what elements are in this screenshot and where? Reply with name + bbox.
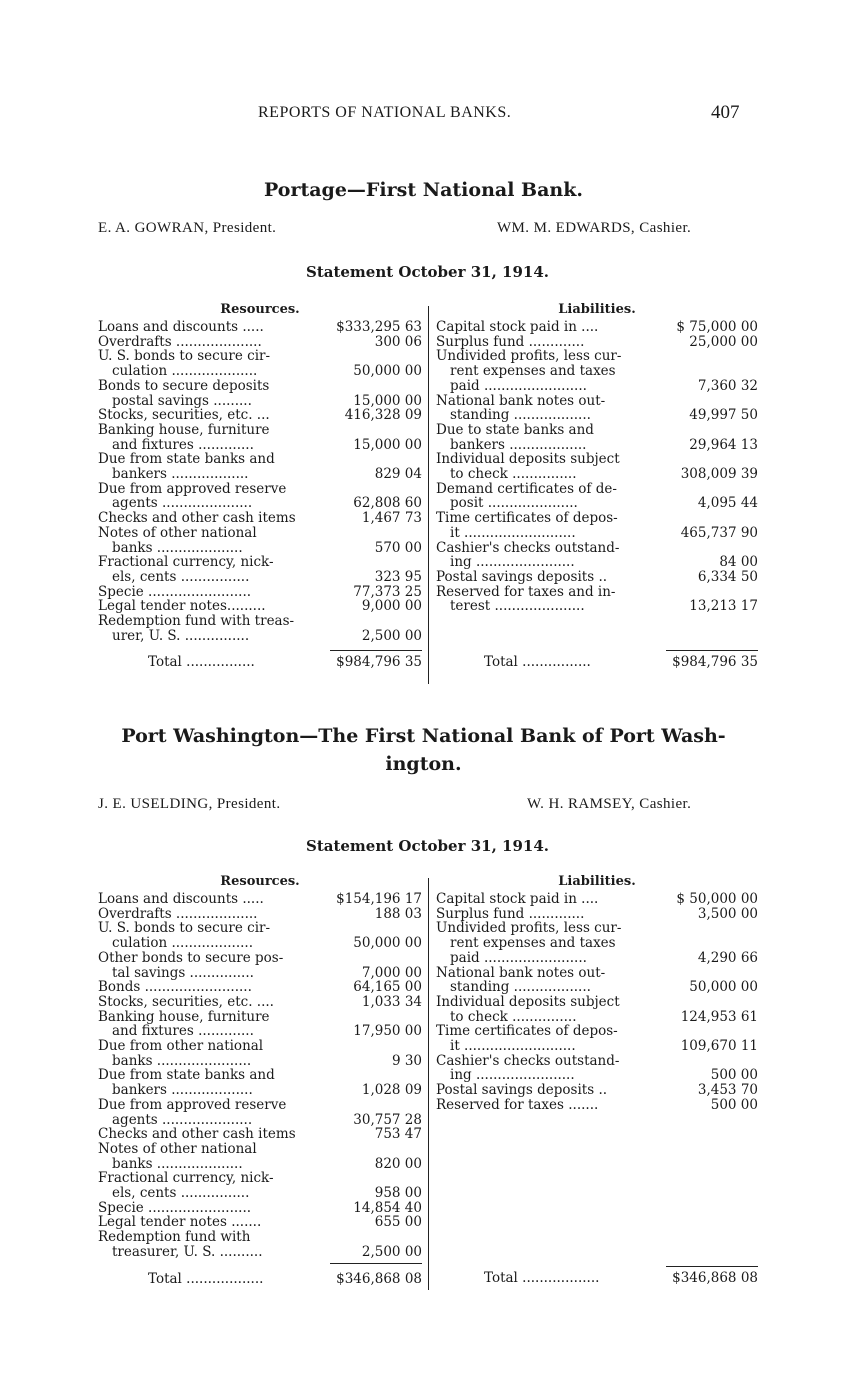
ledger-row [436, 907, 758, 922]
ledger-item-label: Banking house, furniture [98, 1009, 270, 1025]
bank1-resources-heading: Resources. [220, 302, 300, 317]
ledger-row [436, 467, 758, 482]
ledger-row [436, 379, 758, 394]
ledger-row [98, 921, 422, 936]
ledger-row [98, 1068, 422, 1083]
ledger-item-amount: 308,009 39 [680, 466, 758, 483]
ledger-item-amount: 500 00 [710, 1096, 758, 1113]
ledger-item-label: agents ..................... [112, 496, 253, 512]
bank1-statement-date: Statement October 31, 1914. [305, 263, 549, 281]
ledger-item-amount: 416,328 09 [344, 407, 422, 424]
ledger-item-label: Demand certificates of de- [436, 481, 617, 497]
total-amount: $346,868 08 [336, 1270, 422, 1287]
ledger-item-label: National bank notes out- [436, 393, 606, 409]
ledger-row [436, 452, 758, 467]
bank2-statement-date: Statement October 31, 1914. [305, 837, 549, 855]
ledger-item-amount: 4,095 44 [697, 495, 758, 512]
bank2-liabilities-column [436, 874, 758, 1113]
ledger-item-amount: 25,000 00 [689, 333, 758, 350]
ledger-item-amount: 50,000 00 [353, 935, 422, 952]
ledger-item-label: Legal tender notes ....... [98, 1215, 262, 1231]
bank2-liabilities-list [436, 892, 758, 1113]
ledger-item-amount: 13,213 17 [689, 598, 758, 615]
ledger-item-label: Checks and other cash items [98, 511, 296, 526]
ledger-row [436, 585, 758, 600]
ledger-row [436, 936, 758, 951]
ledger-row [436, 966, 758, 981]
ledger-row [436, 1039, 758, 1054]
ledger-item-label: it .......................... [450, 1039, 576, 1054]
ledger-row [436, 526, 758, 541]
ledger-item-amount: $333,295 63 [336, 319, 422, 335]
ledger-row [436, 1054, 758, 1069]
ledger-item-label: Cashier's checks outstand- [436, 540, 620, 556]
bank1-title: Portage—First National Bank. [264, 179, 583, 201]
ledger-item-label: National bank notes out- [436, 965, 606, 981]
ledger-item-label: Specie ........................ [98, 584, 252, 600]
ledger-item-label: Cashier's checks outstand- [436, 1053, 620, 1069]
ledger-item-label: Individual deposits subject [436, 994, 620, 1010]
ledger-item-label: Loans and discounts ..... [98, 892, 264, 907]
bank1-cashier: WM. M. EDWARDS, Cashier. [497, 220, 692, 236]
ledger-row [98, 892, 422, 907]
ledger-item-label: Bonds to secure deposits [98, 378, 270, 394]
ledger-row [436, 364, 758, 379]
ledger-row [436, 496, 758, 511]
total-label: Total .................. [148, 1270, 264, 1287]
ledger-row [98, 379, 422, 394]
ledger-item-amount: 15,000 00 [353, 436, 422, 453]
ledger-item-label: Due from approved reserve [98, 481, 287, 497]
ledger-item-label: Fractional currency, nick- [98, 1171, 274, 1187]
bank2-liabilities-heading: Liabilities. [558, 874, 636, 889]
ledger-row [98, 1010, 422, 1025]
ledger-row [436, 511, 758, 526]
ledger-item-label: Redemption fund with [98, 1230, 251, 1245]
bank1-resources-total [98, 655, 422, 670]
ledger-item-amount: $ 75,000 00 [676, 319, 758, 335]
ledger-row [436, 599, 758, 614]
ledger-item-amount: 3,500 00 [697, 905, 758, 922]
bank2-resources-total [98, 1272, 422, 1287]
ledger-item-amount: 1,028 09 [361, 1082, 422, 1099]
ledger-row [98, 995, 422, 1010]
bank1-resources-column [98, 302, 422, 670]
ledger-item-label: bankers ................... [112, 1083, 253, 1098]
ledger-item-label: Reserved for taxes and in- [436, 584, 616, 600]
ledger-item-label: Due from state banks and [98, 452, 275, 468]
ledger-row [436, 555, 758, 570]
ledger-item-label: posit ..................... [450, 496, 578, 512]
bank1-liabilities-column [436, 302, 758, 614]
total-amount: $346,868 08 [672, 1270, 758, 1286]
ledger-item-label: Undivided profits, less cur- [436, 349, 622, 365]
ledger-item-label: Surplus fund ............. [436, 906, 585, 922]
ledger-item-amount: 3,453 70 [697, 1082, 758, 1099]
ledger-row [98, 1186, 422, 1201]
ledger-row [98, 1113, 422, 1128]
ledger-item-label: standing .................. [450, 408, 591, 423]
ledger-row [436, 892, 758, 907]
bank2-liabilities-total [436, 1271, 758, 1286]
ledger-item-label: and fixtures ............. [112, 437, 254, 453]
ledger-row [436, 1024, 758, 1039]
ledger-item-label: bankers .................. [450, 437, 587, 453]
bank2-title-line1: Port Washington—The First National Bank of Port Wash- [121, 725, 726, 747]
ledger-item-label: Other bonds to secure pos- [98, 950, 284, 966]
ledger-item-label: urer, U. S. ............... [112, 628, 250, 644]
bank2-liabilities-total-rule [666, 1266, 758, 1267]
ledger-row [98, 1054, 422, 1069]
total-label: Total .................. [484, 1271, 600, 1286]
bank2-column-divider [428, 878, 429, 1290]
bank2-cashier: W. H. RAMSEY, Cashier. [527, 796, 692, 812]
ledger-row [98, 1215, 422, 1230]
bank2-title-line2: ington. [385, 753, 462, 775]
ledger-item-amount: 50,000 00 [353, 363, 422, 380]
ledger-row [98, 394, 422, 409]
ledger-item-amount: 500 00 [710, 1067, 758, 1084]
ledger-row [436, 951, 758, 966]
ledger-item-amount: 188 03 [374, 905, 422, 922]
ledger-item-label: Capital stock paid in .... [436, 892, 599, 907]
ledger-item-label: Fractional currency, nick- [98, 555, 274, 570]
ledger-row [98, 1230, 422, 1245]
ledger-item-label: and fixtures ............. [112, 1024, 254, 1040]
ledger-item-label: Postal savings deposits .. [436, 1083, 608, 1098]
ledger-row [98, 570, 422, 585]
ledger-item-label: to check ............... [450, 1009, 577, 1025]
ledger-row [436, 335, 758, 350]
ledger-item-label: Surplus fund ............. [436, 334, 585, 350]
ledger-row [436, 1083, 758, 1098]
ledger-item-amount: 570 00 [374, 539, 422, 556]
ledger-item-label: tal savings ............... [112, 965, 254, 981]
ledger-item-amount: 1,467 73 [361, 510, 422, 527]
ledger-row [98, 1039, 422, 1054]
ledger-item-label: els, cents ................ [112, 1186, 250, 1201]
ledger-item-label: els, cents ................ [112, 569, 250, 585]
ledger-row [436, 570, 758, 585]
ledger-item-label: banks .................... [112, 1156, 243, 1172]
ledger-item-label: Due from other national [98, 1039, 264, 1054]
ledger-row [98, 614, 422, 629]
ledger-row [436, 1010, 758, 1025]
ledger-item-amount: 300 06 [374, 333, 422, 350]
ledger-item-label: Due to state banks and [436, 422, 594, 438]
ledger-row [98, 364, 422, 379]
ledger-row [98, 1201, 422, 1216]
ledger-item-amount: 1,033 34 [361, 993, 422, 1010]
ledger-row [98, 335, 422, 350]
total-label: Total ................ [148, 654, 255, 671]
total-amount: $984,796 35 [336, 654, 422, 671]
ledger-item-label: terest ..................... [450, 599, 585, 615]
ledger-item-amount: $ 50,000 00 [676, 891, 758, 907]
ledger-row [98, 1245, 422, 1260]
ledger-item-label: Specie ........................ [98, 1200, 252, 1216]
ledger-item-amount: 9 30 [391, 1052, 422, 1069]
ledger-row [436, 394, 758, 409]
ledger-row [98, 1157, 422, 1172]
ledger-item-label: postal savings ......... [112, 393, 252, 409]
ledger-item-label: Due from approved reserve [98, 1097, 287, 1113]
bank2-president: J. E. USELDING, President. [98, 796, 281, 812]
ledger-item-amount: 4,290 66 [697, 949, 758, 966]
ledger-item-amount: 2,500 00 [361, 627, 422, 644]
ledger-row [98, 541, 422, 556]
bank2-title [60, 722, 787, 778]
ledger-item-amount: $154,196 17 [336, 891, 422, 907]
ledger-item-amount: 2,500 00 [361, 1243, 422, 1260]
ledger-row [436, 349, 758, 364]
ledger-item-label: it .......................... [450, 525, 576, 541]
ledger-row [98, 408, 422, 423]
ledger-item-amount: 753 47 [374, 1126, 422, 1143]
ledger-row [436, 995, 758, 1010]
ledger-item-amount: 29,964 13 [689, 436, 758, 453]
bank1-resources-total-rule [330, 650, 422, 651]
ledger-item-amount: 124,953 61 [680, 1008, 758, 1025]
ledger-row [98, 467, 422, 482]
ledger-item-amount: 15,000 00 [353, 392, 422, 409]
ledger-item-label: U. S. bonds to secure cir- [98, 921, 271, 937]
ledger-item-label: Notes of other national [98, 525, 257, 541]
ledger-row [436, 320, 758, 335]
ledger-item-amount: 655 00 [374, 1214, 422, 1231]
ledger-row [98, 438, 422, 453]
ledger-item-label: Capital stock paid in .... [436, 320, 599, 335]
bank2-resources-total-rule [330, 1263, 422, 1264]
bank1-liabilities-total [436, 655, 758, 670]
bank2-resources-heading: Resources. [220, 874, 300, 889]
ledger-row [98, 320, 422, 335]
bank1-liabilities-heading: Liabilities. [558, 302, 636, 317]
ledger-row [98, 511, 422, 526]
ledger-item-amount: 829 04 [374, 466, 422, 483]
ledger-row [436, 1068, 758, 1083]
ledger-row [98, 1171, 422, 1186]
ledger-row [98, 951, 422, 966]
ledger-item-label: ing ....................... [450, 555, 575, 570]
ledger-item-label: paid ........................ [450, 378, 587, 394]
ledger-item-label: Stocks, securities, etc. .... [98, 994, 274, 1010]
ledger-item-label: standing .................. [450, 980, 591, 995]
ledger-row [98, 526, 422, 541]
ledger-item-label: Redemption fund with treas- [98, 614, 295, 629]
ledger-item-label: Bonds ......................... [98, 980, 252, 995]
ledger-item-label: Notes of other national [98, 1141, 257, 1157]
bank2-resources-column [98, 874, 422, 1286]
ledger-item-label: banks ...................... [112, 1053, 252, 1069]
ledger-item-label: culation ................... [112, 936, 254, 951]
ledger-row [436, 482, 758, 497]
ledger-item-label: Due from state banks and [98, 1068, 275, 1084]
ledger-item-amount: 323 95 [374, 568, 422, 585]
ledger-item-amount: 77,373 25 [353, 583, 422, 600]
ledger-row [98, 585, 422, 600]
ledger-row [98, 980, 422, 995]
ledger-row [98, 423, 422, 438]
ledger-item-amount: 7,000 00 [361, 964, 422, 981]
ledger-row [98, 629, 422, 644]
ledger-item-label: bankers .................. [112, 467, 249, 482]
ledger-item-label: culation .................... [112, 364, 258, 379]
ledger-item-label: rent expenses and taxes [450, 364, 616, 379]
ledger-item-amount: 9,000 00 [361, 598, 422, 615]
ledger-item-label: paid ........................ [450, 950, 587, 966]
ledger-row [436, 980, 758, 995]
ledger-row [98, 1127, 422, 1142]
ledger-row [98, 496, 422, 511]
ledger-row [98, 1083, 422, 1098]
ledger-item-label: Undivided profits, less cur- [436, 921, 622, 937]
running-header: REPORTS OF NATIONAL BANKS. [258, 104, 512, 121]
ledger-item-label: Overdrafts .................... [98, 334, 262, 350]
ledger-item-label: Stocks, securities, etc. ... [98, 408, 270, 423]
total-label: Total ................ [484, 655, 591, 670]
ledger-row [98, 1098, 422, 1113]
ledger-item-label: Loans and discounts ..... [98, 320, 264, 335]
ledger-row [98, 555, 422, 570]
ledger-item-label: Time certificates of depos- [436, 1024, 618, 1040]
total-amount: $984,796 35 [672, 654, 758, 670]
ledger-item-label: Time certificates of depos- [436, 511, 618, 526]
ledger-item-amount: 820 00 [374, 1155, 422, 1172]
ledger-row [98, 452, 422, 467]
ledger-item-label: Legal tender notes......... [98, 599, 266, 615]
ledger-row [436, 423, 758, 438]
bank2-resources-list [98, 892, 422, 1260]
ledger-row [98, 907, 422, 922]
ledger-item-amount: 62,808 60 [353, 495, 422, 512]
ledger-item-label: banks .................... [112, 540, 243, 556]
bank1-resources-list [98, 320, 422, 643]
ledger-item-label: to check ............... [450, 467, 577, 482]
ledger-item-amount: 7,360 32 [697, 377, 758, 394]
ledger-row [98, 1024, 422, 1039]
ledger-item-label: Checks and other cash items [98, 1127, 296, 1142]
ledger-row [436, 408, 758, 423]
ledger-item-amount: 49,997 50 [689, 407, 758, 424]
ledger-row [98, 1142, 422, 1157]
ledger-row [436, 438, 758, 453]
bank1-liabilities-total-rule [666, 650, 758, 651]
ledger-item-label: Overdrafts ................... [98, 906, 258, 922]
ledger-item-label: agents ..................... [112, 1112, 253, 1128]
ledger-item-amount: 6,334 50 [697, 568, 758, 585]
ledger-item-label: U. S. bonds to secure cir- [98, 349, 271, 365]
ledger-item-amount: 14,854 40 [353, 1199, 422, 1216]
ledger-item-label: treasurer, U. S. .......... [112, 1244, 263, 1260]
bank1-column-divider [428, 306, 429, 684]
ledger-row [98, 599, 422, 614]
ledger-row [436, 921, 758, 936]
ledger-row [98, 966, 422, 981]
page-number: 407 [711, 102, 740, 123]
ledger-row [436, 1098, 758, 1113]
ledger-item-amount: 17,950 00 [353, 1023, 422, 1040]
ledger-item-label: rent expenses and taxes [450, 936, 616, 951]
ledger-item-amount: 109,670 11 [680, 1038, 758, 1055]
bank1-president: E. A. GOWRAN, President. [98, 220, 277, 236]
ledger-item-label: Reserved for taxes ....... [436, 1097, 599, 1113]
ledger-item-label: ing ....................... [450, 1068, 575, 1084]
ledger-item-amount: 64,165 00 [353, 979, 422, 996]
ledger-row [98, 349, 422, 364]
ledger-item-amount: 50,000 00 [689, 979, 758, 996]
ledger-item-amount: 958 00 [374, 1185, 422, 1202]
ledger-item-label: Postal savings deposits .. [436, 569, 608, 585]
ledger-row [98, 936, 422, 951]
ledger-item-amount: 465,737 90 [680, 524, 758, 541]
ledger-item-label: Banking house, furniture [98, 422, 270, 438]
ledger-item-label: Individual deposits subject [436, 452, 620, 468]
ledger-item-amount: 30,757 28 [353, 1111, 422, 1128]
ledger-row [98, 482, 422, 497]
ledger-row [436, 541, 758, 556]
bank1-liabilities-list [436, 320, 758, 614]
ledger-item-amount: 84 00 [719, 554, 758, 571]
